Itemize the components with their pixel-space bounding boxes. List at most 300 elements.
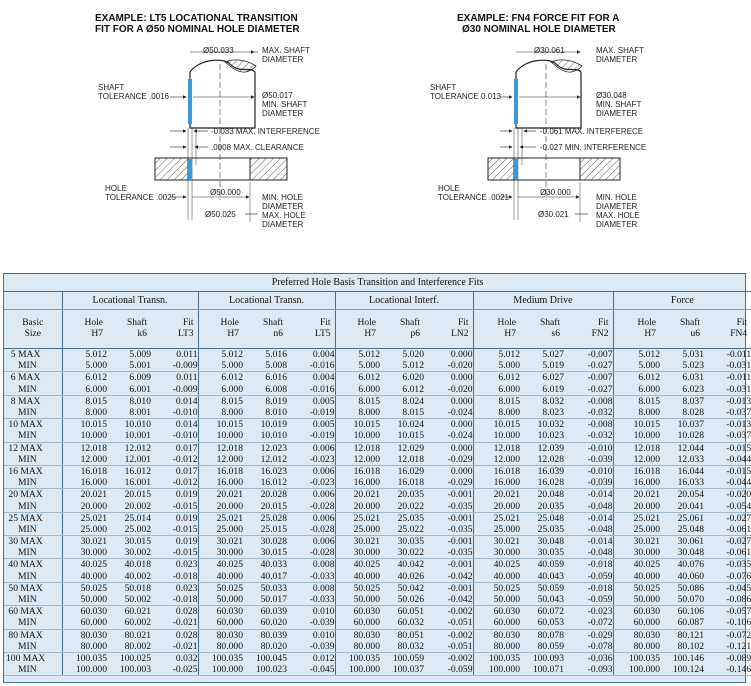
table-cell: 50.026	[380, 594, 424, 606]
table-cell: 5.019	[520, 360, 564, 372]
table-row	[4, 524, 751, 536]
table-cell: 6.012	[380, 384, 424, 396]
table-cell: 16.033	[660, 477, 704, 489]
table-cell: -0.027	[726, 536, 751, 548]
table-cell: 16.000	[613, 477, 660, 489]
table-cell: 8.028	[660, 407, 704, 419]
table-cell: 25.014	[124, 512, 151, 524]
table-cell: 50.086	[677, 582, 704, 594]
table-cell: 5.001	[107, 360, 151, 372]
table-cell: 0.000	[450, 465, 473, 477]
table-cell: 30.000	[335, 547, 380, 559]
table-cell: -0.014	[587, 512, 613, 524]
lt5-shaft-min-value: Ø50.017	[262, 91, 293, 100]
fn4-title-line2: Ø30 NOMINAL HOLE DIAMETER	[462, 24, 616, 35]
table-cell: -0.021	[151, 617, 198, 629]
table-cell: 5.000	[62, 360, 107, 372]
lt5-hole-block-right	[250, 158, 287, 180]
table-cell: 25.021	[613, 512, 660, 524]
fits-table-panel	[3, 273, 751, 683]
table-cell: 60.002	[107, 617, 151, 629]
table-cell: -0.029	[424, 477, 473, 489]
table-cell: 5.027	[542, 349, 564, 361]
table-cell: -0.012	[151, 454, 198, 466]
table-cell: -0.045	[726, 582, 751, 594]
table-cell: 16.044	[677, 465, 704, 477]
table-cell: 80.000	[198, 641, 243, 653]
fn4-shaft-max-value: Ø30.061	[534, 46, 565, 55]
table-cell: 5.012	[62, 349, 107, 361]
table-cell: 12.018	[198, 442, 243, 454]
table-cell: -0.001	[447, 582, 473, 594]
table-cell: 80.030	[613, 629, 660, 641]
table-cell: 40.042	[397, 559, 424, 571]
table-cell: -0.019	[287, 430, 335, 442]
basic-size-cell: 100 MAX	[6, 652, 46, 664]
table-cell: 12.039	[537, 442, 564, 454]
lt5-title-line2: FIT FOR A Ø50 NOMINAL HOLE DIAMETER	[95, 24, 300, 35]
table-cell: 40.025	[198, 559, 243, 571]
basic-size-cell: MIN	[4, 430, 62, 442]
table-cell: -0.045	[287, 664, 335, 676]
table-cell: 12.012	[243, 454, 287, 466]
table-cell: 80.059	[520, 641, 564, 653]
table-cell: 6.016	[265, 372, 287, 384]
table-cell: 100.000	[62, 664, 107, 676]
column-header: Hole H7	[335, 310, 380, 349]
table-cell: 50.000	[473, 594, 520, 606]
table-cell: 10.024	[397, 419, 424, 431]
basic-size-cell: 60 MAX	[6, 606, 43, 618]
table-cell: 16.018	[473, 465, 520, 477]
basic-size-cell: MIN	[4, 477, 62, 489]
table-cell: 5.000	[613, 360, 660, 372]
table-cell: 100.093	[532, 652, 564, 664]
table-cell: 30.021	[613, 536, 660, 548]
basic-size-cell: MIN	[4, 500, 62, 512]
table-cell: 20.028	[260, 489, 287, 501]
table-cell: -0.048	[564, 547, 613, 559]
table-cell: 12.028	[520, 454, 564, 466]
table-cell: 10.000	[62, 430, 107, 442]
table-cell: 20.048	[537, 489, 564, 501]
table-cell: 50.025	[62, 582, 107, 594]
table-cell: 0.004	[312, 349, 335, 361]
table-cell: 12.029	[397, 442, 424, 454]
basic-size-cell: MIN	[4, 571, 62, 583]
table-row	[4, 489, 751, 501]
table-cell: 60.030	[335, 606, 380, 618]
fn4-max-hole-label1: MAX. HOLE	[596, 211, 640, 220]
table-cell: -0.002	[447, 652, 473, 664]
table-cell: 10.001	[107, 430, 151, 442]
column-header: Shaft s6	[520, 310, 564, 349]
lt5-title-line1: EXAMPLE: LT5 LOCATIONAL TRANSITION	[95, 13, 298, 24]
table-cell: 12.000	[62, 454, 107, 466]
lt5-hole-tol-label2: TOLERANCE .0025	[105, 193, 176, 202]
table-cell: 0.023	[175, 559, 198, 571]
table-cell: 20.035	[520, 500, 564, 512]
table-cell: 40.060	[660, 571, 704, 583]
table-cell: 30.000	[198, 547, 243, 559]
table-cell: 12.000	[473, 454, 520, 466]
table-cell: 8.037	[682, 395, 704, 407]
table-cell: -0.009	[151, 360, 198, 372]
column-header: Fit FN2	[564, 310, 613, 349]
table-cell: -0.002	[447, 629, 473, 641]
table-cell: 8.015	[198, 395, 243, 407]
table-cell: 30.000	[62, 547, 107, 559]
table-cell: 30.000	[613, 547, 660, 559]
table-cell: -0.054	[704, 500, 751, 512]
table-cell: 16.029	[397, 465, 424, 477]
table-cell: 40.000	[335, 571, 380, 583]
table-cell: -0.021	[151, 641, 198, 653]
basic-size-cell: MIN	[4, 594, 62, 606]
basic-size-cell: MIN	[4, 664, 62, 676]
table-cell: -0.001	[447, 536, 473, 548]
table-cell: 10.015	[198, 419, 243, 431]
basic-size-cell: 40 MAX	[6, 559, 43, 571]
table-cell: 16.012	[243, 477, 287, 489]
table-cell: -0.008	[587, 395, 613, 407]
lt5-shaft-tol-label2: TOLERANCE .0016	[98, 92, 169, 101]
table-cell: 20.000	[473, 500, 520, 512]
table-cell: -0.036	[587, 652, 613, 664]
lt5-min-hole-label1: MIN. HOLE	[262, 193, 303, 202]
group-header-row	[4, 292, 751, 310]
table-cell: 40.000	[62, 571, 107, 583]
table-cell: 60.030	[62, 606, 107, 618]
basic-size-cell: 25 MAX	[6, 512, 43, 524]
column-header: Shaft p6	[380, 310, 424, 349]
table-cell: 5.008	[243, 360, 287, 372]
table-cell: 60.032	[380, 617, 424, 629]
table-cell: 10.015	[613, 419, 660, 431]
table-cell: 50.025	[198, 582, 243, 594]
table-cell: -0.015	[726, 465, 751, 477]
table-row	[4, 384, 751, 396]
table-row	[4, 641, 751, 653]
table-cell: 12.018	[473, 442, 520, 454]
table-cell: -0.093	[564, 664, 613, 676]
table-cell: 100.071	[520, 664, 564, 676]
table-cell: 16.018	[62, 465, 107, 477]
table-cell: -0.039	[287, 617, 335, 629]
table-cell: -0.015	[151, 500, 198, 512]
table-cell: 16.000	[62, 477, 107, 489]
basic-size-cell: 12 MAX	[6, 442, 43, 454]
table-cell: 8.015	[335, 395, 380, 407]
table-cell: 0.000	[450, 395, 473, 407]
table-cell: -0.059	[424, 664, 473, 676]
basic-size-cell: 6 MAX	[6, 372, 41, 384]
table-cell: 8.032	[542, 395, 564, 407]
column-header: Shaft u6	[660, 310, 704, 349]
table-cell: 8.000	[62, 407, 107, 419]
table-cell: 25.015	[243, 524, 287, 536]
column-header: Hole H7	[473, 310, 520, 349]
table-cell: -0.048	[564, 500, 613, 512]
table-row	[4, 606, 751, 618]
table-cell: 6.008	[243, 384, 287, 396]
table-cell: -0.031	[704, 384, 751, 396]
table-cell: 40.002	[107, 571, 151, 583]
table-cell: 8.024	[402, 395, 424, 407]
table-cell: 5.031	[682, 349, 704, 361]
table-cell: 40.025	[62, 559, 107, 571]
table-cell: 25.021	[473, 512, 520, 524]
table-cell: -0.007	[587, 372, 613, 384]
table-cell: 10.023	[520, 430, 564, 442]
table-cell: 6.023	[660, 384, 704, 396]
table-cell: 16.018	[335, 465, 380, 477]
table-cell: 6.020	[402, 372, 424, 384]
table-cell: 20.041	[660, 500, 704, 512]
table-cell: 30.002	[107, 547, 151, 559]
table-cell: -0.076	[704, 571, 751, 583]
table-cell: 12.018	[380, 454, 424, 466]
table-cell: 50.000	[335, 594, 380, 606]
lt5-max-interference: -0.033 MAX. INTERFERENCE	[211, 127, 320, 136]
basic-size-cell: MIN	[4, 454, 62, 466]
table-cell: 50.000	[62, 594, 107, 606]
table-cell: 25.000	[473, 524, 520, 536]
column-header: Hole H7	[613, 310, 660, 349]
table-cell: 16.000	[473, 477, 520, 489]
table-cell: -0.023	[287, 454, 335, 466]
table-row	[4, 407, 751, 419]
table-cell: -0.051	[424, 617, 473, 629]
fn4-hole-block-right	[580, 158, 620, 180]
table-cell: -0.012	[151, 477, 198, 489]
table-cell: 5.023	[660, 360, 704, 372]
table-cell: 80.051	[397, 629, 424, 641]
table-cell: -0.032	[564, 430, 613, 442]
table-cell: -0.086	[704, 594, 751, 606]
table-cell: -0.020	[424, 384, 473, 396]
table-cell: 80.039	[260, 629, 287, 641]
table-cell: -0.033	[287, 594, 335, 606]
table-row	[4, 594, 751, 606]
table-cell: -0.014	[587, 536, 613, 548]
fn4-shaft-tol-label2: TOLERANCE 0.013	[430, 92, 501, 101]
basic-size-cell: MIN	[4, 547, 62, 559]
table-cell: 50.059	[537, 582, 564, 594]
table-cell: 60.072	[537, 606, 564, 618]
table-cell: 0.014	[175, 395, 198, 407]
table-cell: 100.025	[119, 652, 151, 664]
table-cell: 8.015	[613, 395, 660, 407]
table-cell: 80.021	[124, 629, 151, 641]
table-cell: 10.000	[613, 430, 660, 442]
fits-table	[4, 274, 751, 676]
table-cell: 20.054	[677, 489, 704, 501]
table-cell: 80.030	[473, 629, 520, 641]
table-cell: 6.012	[613, 372, 660, 384]
table-cell: 40.025	[613, 559, 660, 571]
fn4-hole-max-value: Ø30.021	[538, 210, 569, 219]
table-cell: 0.019	[175, 489, 198, 501]
table-cell: 50.025	[613, 582, 660, 594]
fn4-hole-tolerance-band	[514, 159, 518, 179]
table-cell: 60.106	[677, 606, 704, 618]
table-cell: -0.018	[151, 594, 198, 606]
table-cell: 0.010	[312, 629, 335, 641]
table-cell: 60.030	[198, 606, 243, 618]
table-cell: -0.025	[151, 664, 198, 676]
table-cell: -0.037	[704, 430, 751, 442]
fn4-max-shaft-label2: DIAMETER	[596, 55, 638, 64]
table-cell: 8.015	[473, 395, 520, 407]
table-cell: -0.027	[564, 360, 613, 372]
table-cell: 0.012	[312, 652, 335, 664]
basic-size-cell: MIN	[4, 360, 62, 372]
table-cell: -0.028	[287, 524, 335, 536]
table-cell: 0.000	[450, 372, 473, 384]
table-cell: 30.048	[660, 547, 704, 559]
table-cell: -0.061	[704, 547, 751, 559]
table-cell: 40.018	[124, 559, 151, 571]
basic-size-cell: MIN	[4, 407, 62, 419]
table-cell: 25.021	[62, 512, 107, 524]
table-cell: -0.027	[564, 384, 613, 396]
table-cell: 6.000	[62, 384, 107, 396]
table-cell: 12.012	[124, 442, 151, 454]
table-row	[4, 500, 751, 512]
table-cell: -0.011	[726, 372, 751, 384]
table-cell: 10.010	[124, 419, 151, 431]
table-row	[4, 454, 751, 466]
table-cell: 25.002	[107, 524, 151, 536]
fn4-shaft	[516, 72, 581, 128]
table-cell: -0.044	[704, 477, 751, 489]
fn4-min-interference: -0.027 MIN. INTERFERENCE	[540, 143, 647, 152]
table-cell: 80.000	[473, 641, 520, 653]
table-cell: 6.012	[335, 372, 380, 384]
table-cell: 0.000	[450, 419, 473, 431]
table-cell: -0.009	[151, 384, 198, 396]
column-header: Fit LT5	[287, 310, 335, 349]
table-cell: 12.001	[107, 454, 151, 466]
group-header: Locational Transn.	[198, 292, 335, 310]
table-cell: 40.000	[198, 571, 243, 583]
table-cell: 5.020	[402, 349, 424, 361]
table-cell: -0.019	[287, 407, 335, 419]
table-cell: -0.008	[587, 419, 613, 431]
table-cell: 0.006	[312, 512, 335, 524]
table-cell: 30.035	[520, 547, 564, 559]
table-cell: 12.044	[677, 442, 704, 454]
table-cell: 10.000	[198, 430, 243, 442]
table-row	[4, 477, 751, 489]
basic-size-cell: 30 MAX	[6, 536, 43, 548]
table-cell: -0.032	[564, 407, 613, 419]
table-cell: 20.021	[335, 489, 380, 501]
table-cell: 40.076	[677, 559, 704, 571]
table-cell: 12.023	[260, 442, 287, 454]
table-cell: 60.000	[198, 617, 243, 629]
table-cell: -0.010	[151, 407, 198, 419]
table-row	[4, 430, 751, 442]
lt5-min-shaft-label2: DIAMETER	[262, 109, 304, 118]
table-cell: 10.032	[537, 419, 564, 431]
lt5-shaft-tol-label1: SHAFT	[98, 83, 125, 92]
table-row	[4, 559, 751, 571]
table-cell: -0.002	[447, 606, 473, 618]
table-cell: 8.001	[107, 407, 151, 419]
table-cell: 25.022	[380, 524, 424, 536]
table-cell: 80.078	[537, 629, 564, 641]
column-header-row	[4, 310, 751, 349]
table-cell: -0.048	[564, 524, 613, 536]
table-cell: -0.029	[424, 454, 473, 466]
table-cell: 40.025	[473, 559, 520, 571]
table-cell: 25.028	[260, 512, 287, 524]
table-cell: 8.000	[613, 407, 660, 419]
group-header: Medium Drive	[473, 292, 613, 310]
table-cell: 12.000	[613, 454, 660, 466]
table-cell: -0.001	[447, 559, 473, 571]
basic-size-cell: 10 MAX	[6, 419, 43, 431]
table-row	[4, 629, 751, 641]
table-cell: 80.002	[107, 641, 151, 653]
table-cell: -0.035	[424, 524, 473, 536]
table-cell: -0.039	[287, 641, 335, 653]
table-cell: 5.012	[380, 360, 424, 372]
table-cell: 80.032	[380, 641, 424, 653]
table-cell: 6.031	[682, 372, 704, 384]
table-cell: 20.000	[62, 500, 107, 512]
table-cell: 6.019	[520, 384, 564, 396]
table-row	[4, 571, 751, 583]
table-cell: 60.000	[335, 617, 380, 629]
lt5-min-shaft-label1: MIN. SHAFT	[262, 100, 308, 109]
table-cell: 6.027	[542, 372, 564, 384]
table-cell: 100.045	[255, 652, 287, 664]
table-cell: 0.019	[175, 536, 198, 548]
table-cell: -0.018	[151, 571, 198, 583]
table-cell: -0.035	[424, 500, 473, 512]
table-cell: 0.006	[312, 536, 335, 548]
table-cell: 30.028	[260, 536, 287, 548]
table-cell: -0.039	[564, 477, 613, 489]
table-cell: 0.005	[312, 419, 335, 431]
table-cell: 20.002	[107, 500, 151, 512]
table-cell: -0.007	[587, 349, 613, 361]
table-cell: -0.024	[424, 407, 473, 419]
table-cell: 6.012	[473, 372, 520, 384]
table-cell: 30.021	[335, 536, 380, 548]
table-cell: 40.000	[613, 571, 660, 583]
table-cell: 12.033	[660, 454, 704, 466]
fn4-hole-block-left	[488, 158, 514, 180]
basic-size-cell: 50 MAX	[6, 582, 43, 594]
table-cell: 80.121	[677, 629, 704, 641]
table-cell: 5.000	[473, 360, 520, 372]
table-row	[4, 372, 751, 384]
table-cell: 0.000	[450, 349, 473, 361]
table-cell: 80.000	[613, 641, 660, 653]
lt5-hole-min-value: Ø50.000	[210, 188, 241, 197]
table-cell: 16.018	[380, 477, 424, 489]
table-cell: 0.008	[312, 559, 335, 571]
table-cell: 30.021	[62, 536, 107, 548]
fn4-shaft-tolerance-band	[514, 79, 518, 124]
table-cell: 30.015	[243, 547, 287, 559]
table-row	[4, 652, 751, 664]
fn4-shaft-min-value: Ø30.048	[596, 91, 627, 100]
